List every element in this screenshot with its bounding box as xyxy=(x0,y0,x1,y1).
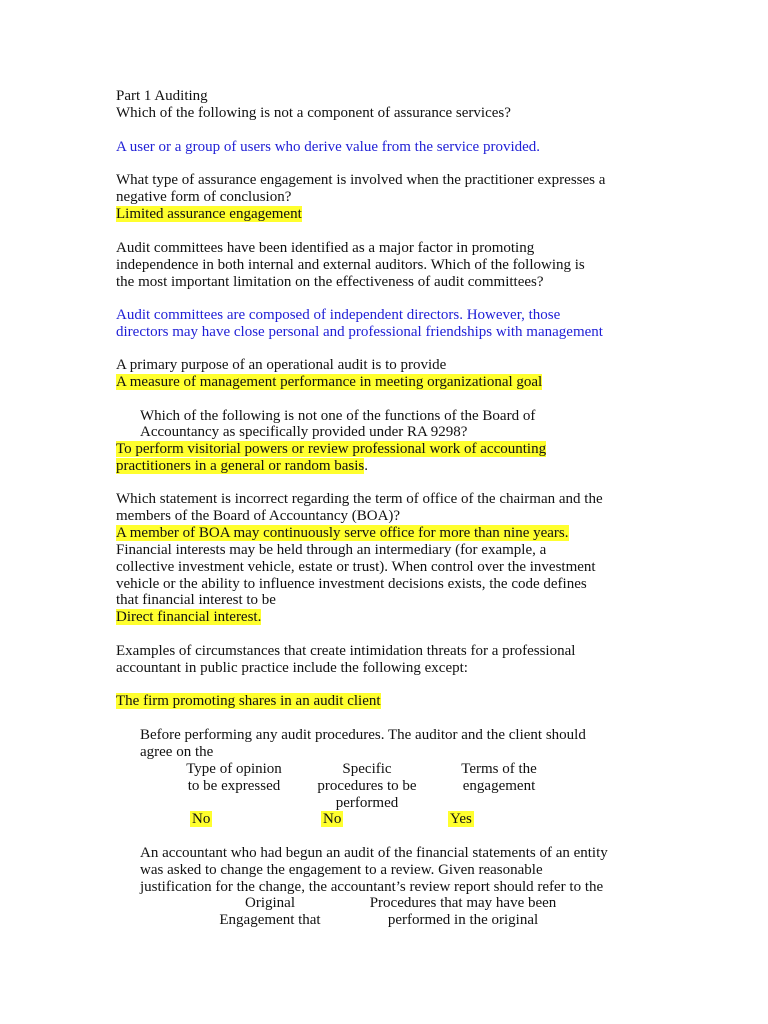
q9-column-1 xyxy=(172,761,296,795)
question-5-line-2: Accountancy as specifically provided under RA 9298? xyxy=(140,424,468,440)
question-9-line-1: Before performing any audit procedures. The auditor and the client should xyxy=(140,727,586,743)
question-7-line-2: collective investment vehicle, estate or trust). When control over the investment xyxy=(116,559,596,575)
answer-4: A measure of management performance in meeting organizational goal xyxy=(116,374,543,390)
q9-col3-line-1: Terms of the xyxy=(461,761,537,777)
question-6-line-1: Which statement is incorrect regarding the term of office of the chairman and the xyxy=(116,491,603,507)
q9-answer-3: Yes xyxy=(450,811,472,827)
question-8-line-2: accountant in public practice include the following except: xyxy=(116,660,468,676)
q9-answer-2: No xyxy=(323,811,342,827)
answer-3-line-2: directors may have close personal and professional friendships with management xyxy=(116,324,603,340)
question-7-line-4: that financial interest to be xyxy=(116,592,276,608)
question-6-line-2: members of the Board of Accountancy (BOA)? xyxy=(116,508,401,524)
q10-column-2 xyxy=(350,895,576,929)
q9-col1-line-1: Type of opinion xyxy=(186,761,282,777)
question-9-line-2: agree on the xyxy=(140,744,214,760)
question-7-line-3: vehicle or the ability to influence investment decisions exists, the code defines xyxy=(116,576,587,592)
q10-column-1 xyxy=(200,895,340,929)
question-10-line-3: justification for the change, the accountant’s review report should refer to the xyxy=(140,879,604,895)
answer-2: Limited assurance engagement xyxy=(116,206,302,222)
q10-col2-line-2: performed in the original xyxy=(387,912,539,928)
answer-7: Direct financial interest. xyxy=(116,609,262,625)
question-2-line-1: What type of assurance engagement is involved when the practitioner expresses a xyxy=(116,172,606,188)
answer-5-line-2: practitioners in a general or random basis xyxy=(116,458,365,474)
q10-col1-line-2: Engagement that xyxy=(219,912,321,928)
question-2-line-2: negative form of conclusion? xyxy=(116,189,292,205)
question-4: A primary purpose of an operational audit is to provide xyxy=(116,357,447,373)
answer-5-period: . xyxy=(364,458,368,474)
q9-col3-line-2: engagement xyxy=(462,778,536,794)
answer-6: A member of BOA may continuously serve office for more than nine years. xyxy=(116,525,569,541)
question-3-line-2: independence in both internal and external auditors. Which of the following is xyxy=(116,257,585,273)
q9-col2-line-3: performed xyxy=(335,795,399,811)
q9-column-2 xyxy=(300,761,434,812)
question-3-line-3: the most important limitation on the effectiveness of audit committees? xyxy=(116,274,544,290)
q10-col2-line-1: Procedures that may have been xyxy=(369,895,557,911)
q9-answer-1: No xyxy=(192,811,211,827)
part-heading: Part 1 Auditing xyxy=(116,88,208,104)
answer-8: The firm promoting shares in an audit client xyxy=(116,693,381,709)
q9-column-3 xyxy=(438,761,560,795)
question-10-line-2: was asked to change the engagement to a review. Given reasonable xyxy=(140,862,543,878)
answer-5-line-1: To perform visitorial powers or review professional work of accounting xyxy=(116,441,547,457)
q10-col1-line-1: Original xyxy=(245,895,295,911)
question-10-line-1: An accountant who had begun an audit of the financial statements of an entity xyxy=(140,845,608,861)
question-1: Which of the following is not a component of assurance services? xyxy=(116,105,511,121)
q9-col1-line-2: to be expressed xyxy=(187,778,281,794)
answer-3-line-1: Audit committees are composed of independent directors. However, those xyxy=(116,307,561,323)
q9-col2-line-1: Specific xyxy=(342,761,392,777)
question-8-line-1: Examples of circumstances that create intimidation threats for a professional xyxy=(116,643,576,659)
q9-col2-line-2: procedures to be xyxy=(317,778,417,794)
question-7-line-1: Financial interests may be held through an intermediary (for example, a xyxy=(116,542,547,558)
question-5-line-1: Which of the following is not one of the functions of the Board of xyxy=(140,408,536,424)
answer-1: A user or a group of users who derive value from the service provided. xyxy=(116,139,541,155)
question-3-line-1: Audit committees have been identified as a major factor in promoting xyxy=(116,240,535,256)
